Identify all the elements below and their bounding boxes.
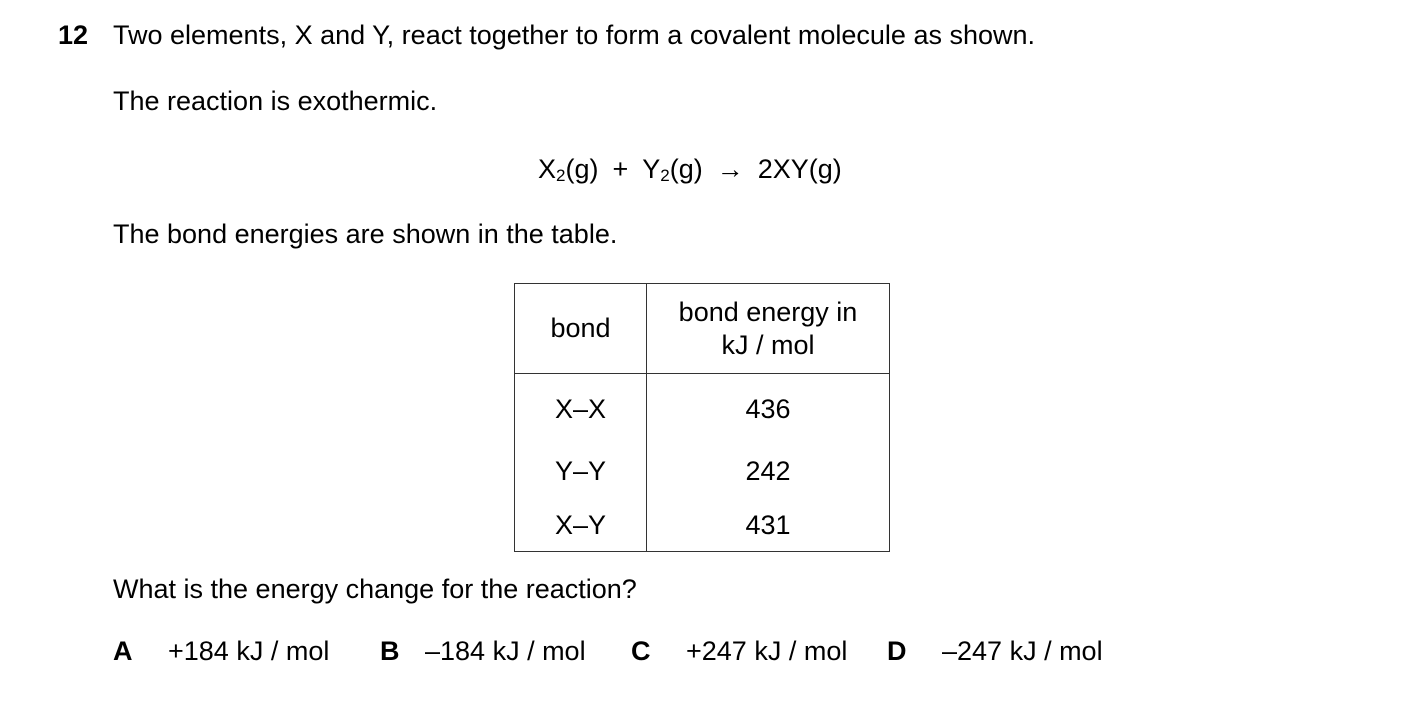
- table-row: [515, 499, 890, 552]
- reactant-1-state: (g): [565, 154, 599, 184]
- option-a-letter[interactable]: A: [113, 636, 133, 666]
- header-bond-energy-line1: bond energy in: [678, 296, 858, 327]
- option-d-value[interactable]: –247 kJ / mol: [942, 636, 1103, 666]
- reaction-arrow-icon: →: [716, 154, 744, 184]
- reactant-1-subscript: 2: [556, 166, 566, 185]
- option-d-letter[interactable]: D: [887, 636, 907, 666]
- option-b-letter[interactable]: B: [380, 636, 400, 666]
- reactant-1: X: [538, 154, 557, 184]
- energy-cell: 242: [647, 444, 890, 499]
- energy-cell: 436: [647, 374, 890, 445]
- energy-cell: 431: [647, 499, 890, 552]
- header-bond-energy-unit: kJ / mol: [721, 329, 815, 360]
- option-a-value[interactable]: +184 kJ / mol: [168, 636, 330, 666]
- bond-cell: Y–Y: [515, 444, 647, 499]
- question-number: 12: [58, 20, 89, 50]
- table-row: [515, 444, 890, 499]
- bond-cell: X–Y: [515, 499, 647, 552]
- table-row: [515, 374, 890, 445]
- header-bond-energy: [647, 284, 890, 374]
- product: 2XY(g): [757, 154, 842, 184]
- bond-energy-table: [514, 283, 890, 552]
- plus-sign: +: [612, 154, 629, 184]
- option-c-value[interactable]: +247 kJ / mol: [686, 636, 848, 666]
- question-stem: Two elements, X and Y, react together to form a covalent molecule as shown.: [113, 20, 1036, 50]
- reactant-2-subscript: 2: [660, 166, 670, 185]
- option-b-value[interactable]: –184 kJ / mol: [425, 636, 586, 666]
- reactant-2-state: (g): [669, 154, 703, 184]
- option-c-letter[interactable]: C: [631, 636, 651, 666]
- exothermic-statement: The reaction is exothermic.: [113, 86, 438, 116]
- reactant-2: Y: [642, 154, 661, 184]
- reaction-equation: [538, 156, 842, 184]
- table-header-row: [515, 284, 890, 374]
- header-bond: bond: [515, 284, 647, 374]
- table-intro: The bond energies are shown in the table.: [113, 219, 618, 249]
- question-prompt: What is the energy change for the reaction?: [113, 574, 637, 604]
- answer-options: [113, 638, 1103, 665]
- bond-cell: X–X: [515, 374, 647, 445]
